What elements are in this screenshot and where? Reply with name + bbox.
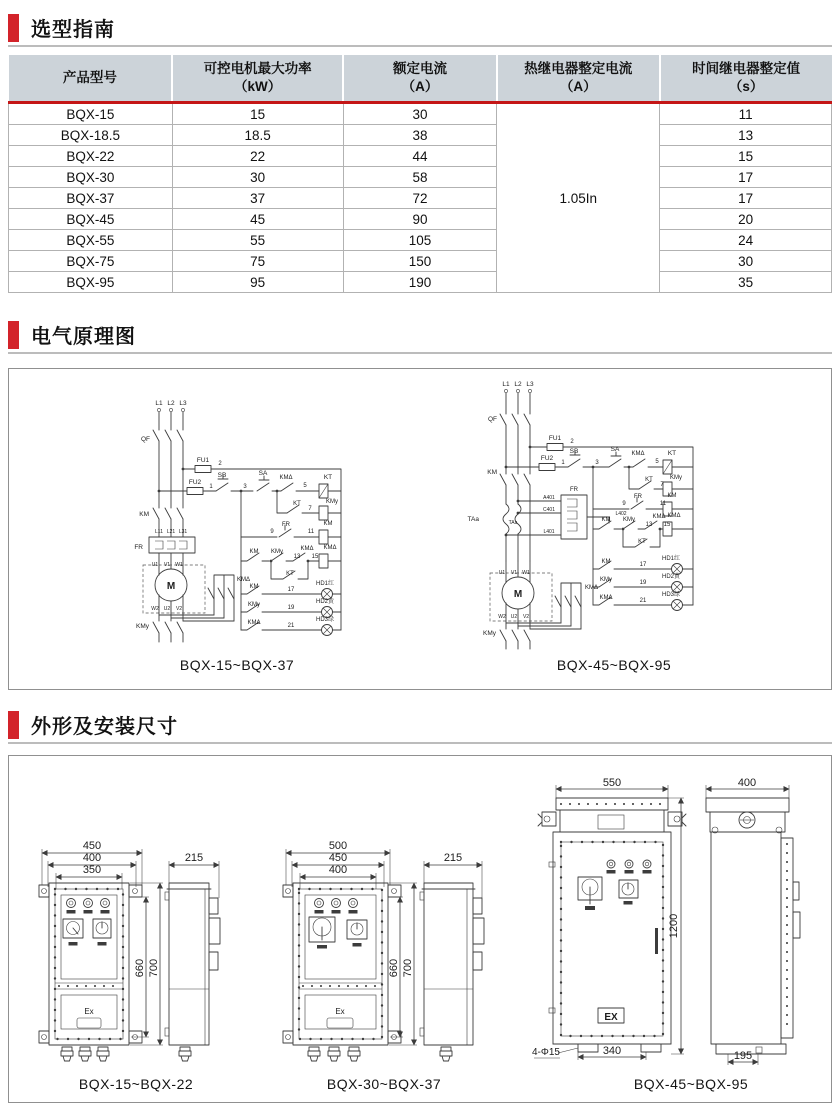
right-schematic — [468, 381, 693, 649]
svg-label: W2 — [151, 606, 159, 612]
svg-label: 2 — [218, 461, 222, 467]
table-cell: 75 — [172, 251, 343, 272]
svg-label: C401 — [543, 507, 555, 513]
schematic-caption-left: BQX-15~BQX-37 — [179, 657, 295, 673]
svg-label: A401 — [543, 495, 555, 501]
svg-label: HD2黄 — [661, 574, 681, 580]
svg-label: 17 — [287, 587, 295, 593]
svg-label: KM — [323, 521, 333, 527]
svg-label: KM — [249, 584, 259, 590]
drawing-bqx15-22 — [39, 840, 220, 1061]
col-header-time: 时间继电器整定值 （s） — [660, 55, 832, 103]
table-row — [9, 272, 832, 293]
table-cell: 30 — [343, 103, 497, 125]
svg-label: Ex — [335, 1007, 345, 1016]
table-cell: 30 — [660, 251, 832, 272]
table-cell: BQX-95 — [9, 272, 173, 293]
svg-label: KMΔ — [631, 451, 645, 457]
svg-label: U1 — [498, 570, 506, 576]
svg-label: 13 — [293, 554, 301, 560]
svg-label: 7 — [660, 482, 664, 488]
svg-label: 9 — [622, 501, 626, 507]
selection-table-header — [9, 55, 832, 103]
svg-label: L31 — [178, 529, 188, 535]
svg-label: KM — [601, 559, 611, 565]
svg-label: QF — [140, 436, 150, 443]
table-row — [9, 146, 832, 167]
svg-label: KMy — [271, 549, 283, 555]
table-cell: 190 — [343, 272, 497, 293]
svg-label: FU2 — [188, 479, 202, 486]
svg-label: L2 — [514, 381, 522, 388]
svg-label: TAa — [467, 516, 479, 523]
svg-label: 5 — [655, 459, 659, 465]
svg-label: Ex — [84, 1007, 94, 1016]
svg-label: L402 — [615, 511, 627, 517]
svg-label: M — [513, 589, 523, 600]
svg-label: SA — [258, 470, 268, 477]
table-cell: BQX-30 — [9, 167, 173, 188]
table-cell: 45 — [172, 209, 343, 230]
svg-label: HD3绿 — [661, 592, 681, 598]
svg-label: FR — [570, 487, 578, 493]
svg-label: 215 — [184, 852, 204, 864]
svg-label: KM — [601, 517, 611, 523]
svg-label: 215 — [443, 852, 463, 864]
svg-label: KT — [323, 474, 333, 481]
svg-label: 195 — [733, 1050, 753, 1062]
table-cell: 15 — [660, 146, 832, 167]
svg-label: HD2黄 — [315, 599, 335, 605]
svg-label: U2 — [510, 614, 518, 620]
table-row — [9, 125, 832, 146]
col-header-current: 额定电流 （A） — [343, 55, 497, 103]
svg-label: 450 — [82, 840, 102, 852]
table-cell: 37 — [172, 188, 343, 209]
col-header-power: 可控电机最大功率 （kW） — [172, 55, 343, 103]
svg-label: KMy — [623, 517, 635, 523]
dimensions-svg — [9, 756, 831, 1100]
selection-table-body — [9, 103, 832, 293]
table-cell: 18.5 — [172, 125, 343, 146]
svg-label: SB — [569, 448, 579, 455]
svg-label: 11 — [659, 501, 667, 507]
svg-label: 7 — [308, 506, 312, 512]
svg-label: KT — [286, 571, 294, 577]
svg-label: 400 — [82, 852, 102, 864]
svg-label: 2 — [570, 439, 574, 445]
table-cell: 17 — [660, 188, 832, 209]
svg-label: KMΔ — [300, 546, 314, 552]
svg-label: L401 — [543, 529, 555, 535]
table-cell: 72 — [343, 188, 497, 209]
col-header-thermal: 热继电器整定电流 （A） — [497, 55, 660, 103]
table-row — [9, 209, 832, 230]
svg-label: L3 — [179, 400, 187, 407]
svg-label: 19 — [639, 580, 647, 586]
red-bar — [8, 711, 19, 739]
svg-label: L21 — [166, 529, 176, 535]
table-row — [9, 103, 832, 125]
svg-label: M — [166, 581, 176, 592]
drawing-bqx45-95 — [532, 777, 800, 1065]
table-cell: BQX-37 — [9, 188, 173, 209]
svg-label: L3 — [526, 381, 534, 388]
svg-label: 17 — [639, 562, 647, 568]
svg-label: 450 — [328, 852, 348, 864]
svg-label: V1 — [163, 562, 171, 568]
drawing-caption-1: BQX-15~BQX-22 — [78, 1076, 194, 1092]
svg-label: 700 — [148, 958, 160, 978]
svg-label: KM — [487, 469, 497, 476]
svg-label: KM — [249, 549, 259, 555]
table-cell: 105 — [343, 230, 497, 251]
svg-label: 340 — [602, 1045, 622, 1057]
svg-label: 400 — [328, 864, 348, 876]
left-schematic — [134, 400, 341, 642]
table-cell: 35 — [660, 272, 832, 293]
svg-label: W2 — [498, 614, 506, 620]
svg-label: KMΔ — [652, 514, 666, 520]
svg-label: KMΔ — [323, 545, 337, 551]
section-title-schematic — [8, 320, 136, 349]
table-cell: 13 — [660, 125, 832, 146]
svg-label: QF — [487, 416, 497, 423]
svg-label: KMΔ — [599, 595, 613, 601]
svg-label: L11 — [155, 529, 163, 535]
title-rule — [8, 352, 832, 354]
svg-label: L1 — [502, 381, 510, 388]
schematic-frame — [8, 368, 832, 690]
svg-label: U2 — [163, 606, 171, 612]
drawing-bqx30-37 — [283, 840, 484, 1061]
table-row — [9, 188, 832, 209]
svg-label: KM — [139, 511, 149, 518]
schematic-caption-right: BQX-45~BQX-95 — [556, 657, 672, 673]
svg-label: HD3绿 — [315, 617, 335, 623]
svg-label: KT — [293, 501, 301, 507]
table-cell: 95 — [172, 272, 343, 293]
svg-label: TAa — [508, 520, 518, 526]
table-row — [9, 167, 832, 188]
svg-label: KT — [645, 477, 653, 483]
col-header-model: 产品型号 — [9, 55, 173, 103]
svg-label: KMy — [326, 499, 338, 505]
svg-label: 3 — [243, 484, 247, 490]
svg-label: FR — [634, 494, 642, 500]
svg-label: KMy — [600, 577, 612, 583]
svg-label: KMΔ — [279, 475, 293, 481]
table-row — [9, 230, 832, 251]
svg-label: 660 — [134, 958, 146, 978]
section-title-text: 外形及安装尺寸 — [31, 716, 178, 738]
table-cell: 58 — [343, 167, 497, 188]
svg-label: EX — [604, 1012, 618, 1023]
svg-label: FR — [134, 544, 143, 551]
svg-label: KT — [638, 539, 646, 545]
title-rule — [8, 742, 832, 744]
svg-label: FR — [282, 522, 290, 528]
table-cell: BQX-22 — [9, 146, 173, 167]
table-cell: 44 — [343, 146, 497, 167]
svg-label: W1 — [175, 562, 183, 568]
svg-label: 19 — [287, 605, 295, 611]
table-cell: BQX-18.5 — [9, 125, 173, 146]
svg-label: 11 — [307, 529, 315, 535]
svg-label: KMΔ — [585, 585, 599, 591]
table-cell: 38 — [343, 125, 497, 146]
svg-label: 5 — [303, 483, 307, 489]
svg-label: 9 — [270, 529, 274, 535]
table-cell: 150 — [343, 251, 497, 272]
svg-label: FU1 — [548, 435, 562, 442]
svg-label: 3 — [595, 460, 599, 466]
svg-label: W1 — [522, 570, 530, 576]
section-title-dimensions — [8, 710, 178, 739]
svg-label: KT — [667, 450, 677, 457]
svg-label: SB — [217, 472, 227, 479]
table-cell: BQX-75 — [9, 251, 173, 272]
title-rule — [8, 45, 832, 47]
table-row — [9, 251, 832, 272]
table-cell: BQX-15 — [9, 103, 173, 125]
svg-label: KMΔ — [237, 577, 251, 583]
svg-label: V1 — [510, 570, 518, 576]
svg-label: 13 — [645, 522, 653, 528]
red-bar — [8, 14, 19, 42]
svg-label: L2 — [167, 400, 175, 407]
svg-label: 15 — [311, 554, 319, 560]
svg-label: KMy — [136, 623, 149, 630]
svg-label: 21 — [287, 623, 295, 629]
drawing-caption-3: BQX-45~BQX-95 — [633, 1076, 749, 1092]
svg-label: V2 — [522, 614, 530, 620]
schematic-svg — [9, 369, 831, 687]
svg-label: L1 — [155, 400, 163, 407]
svg-label: 400 — [737, 777, 757, 789]
svg-label: HD1红 — [661, 556, 681, 562]
table-cell: 90 — [343, 209, 497, 230]
red-bar — [8, 321, 19, 349]
svg-label: 500 — [328, 840, 348, 852]
svg-label: KMΔ — [667, 513, 681, 519]
table-cell: 30 — [172, 167, 343, 188]
dimensions-frame — [8, 755, 832, 1103]
table-cell: BQX-45 — [9, 209, 173, 230]
table-cell: 15 — [172, 103, 343, 125]
svg-label: FU2 — [540, 455, 554, 462]
svg-label: 660 — [388, 958, 400, 978]
section-title-selection — [8, 13, 115, 42]
svg-label: KM — [667, 493, 677, 499]
svg-label: 1 — [561, 460, 565, 466]
svg-label: HD1红 — [315, 581, 335, 587]
svg-label: 700 — [402, 958, 414, 978]
svg-label: U1 — [151, 562, 159, 568]
table-cell: 22 — [172, 146, 343, 167]
svg-label: V2 — [175, 606, 183, 612]
table-cell: BQX-55 — [9, 230, 173, 251]
table-cell: 24 — [660, 230, 832, 251]
svg-label: SA — [610, 446, 620, 453]
svg-label: 550 — [602, 777, 622, 789]
svg-label: KMy — [248, 602, 260, 608]
section-title-text: 电气原理图 — [31, 326, 136, 348]
svg-label: 1200 — [668, 913, 680, 939]
selection-table — [8, 55, 832, 293]
table-cell: 17 — [660, 167, 832, 188]
merged-thermal-cell: 1.05In — [497, 103, 660, 293]
table-cell: 11 — [660, 103, 832, 125]
svg-label: KMy — [483, 630, 496, 637]
section-title-text: 选型指南 — [31, 19, 115, 41]
svg-label: 15 — [663, 522, 671, 528]
svg-label: 21 — [639, 598, 647, 604]
svg-label: 4-Φ15 — [532, 1047, 560, 1058]
svg-label: KMy — [670, 475, 682, 481]
svg-label: 350 — [82, 864, 102, 876]
svg-label: FU1 — [196, 457, 210, 464]
drawing-caption-2: BQX-30~BQX-37 — [326, 1076, 442, 1092]
svg-label: 1 — [209, 484, 213, 490]
svg-label: KMΔ — [247, 620, 261, 626]
table-cell: 20 — [660, 209, 832, 230]
table-cell: 55 — [172, 230, 343, 251]
